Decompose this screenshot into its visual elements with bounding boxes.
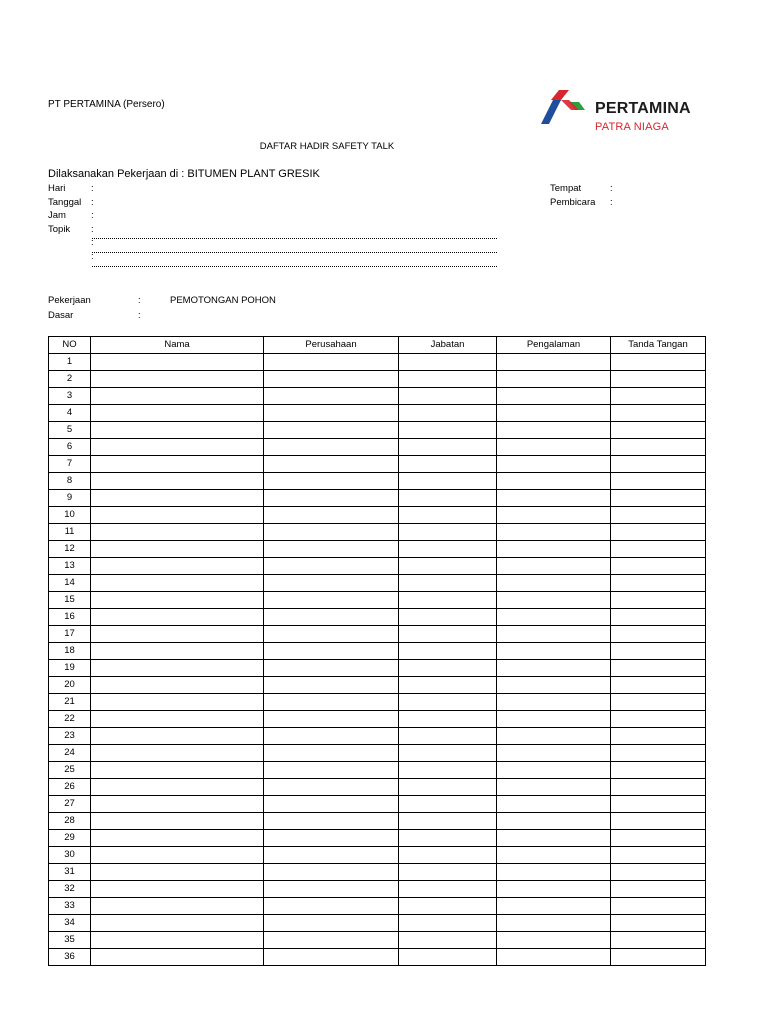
- cell-pengalaman[interactable]: [497, 643, 611, 660]
- colon-tempat: :: [610, 183, 613, 194]
- cell-tanda-tangan[interactable]: [611, 405, 706, 422]
- row-number: 22: [49, 711, 91, 728]
- cell-perusahaan[interactable]: [264, 354, 399, 371]
- cell-pengalaman[interactable]: [497, 677, 611, 694]
- row-number: 3: [49, 388, 91, 405]
- row-number: 19: [49, 660, 91, 677]
- cell-nama[interactable]: [91, 847, 264, 864]
- cell-jabatan[interactable]: [399, 830, 497, 847]
- cell-perusahaan[interactable]: [264, 932, 399, 949]
- row-number: 15: [49, 592, 91, 609]
- cell-jabatan[interactable]: [399, 371, 497, 388]
- cell-perusahaan[interactable]: [264, 371, 399, 388]
- table-row: [49, 541, 706, 558]
- cell-pengalaman[interactable]: [497, 507, 611, 524]
- cell-nama[interactable]: [91, 728, 264, 745]
- row-number: 18: [49, 643, 91, 660]
- cell-jabatan[interactable]: [399, 796, 497, 813]
- label-tanggal: Tanggal: [48, 197, 82, 208]
- cell-jabatan[interactable]: [399, 660, 497, 677]
- cell-nama[interactable]: [91, 881, 264, 898]
- row-number: 5: [49, 422, 91, 439]
- table-row: [49, 507, 706, 524]
- cell-perusahaan[interactable]: [264, 949, 399, 966]
- row-number: 8: [49, 473, 91, 490]
- table-row: [49, 643, 706, 660]
- table-row: [49, 422, 706, 439]
- header-pengalaman: Pengalaman: [497, 337, 611, 354]
- row-number: 28: [49, 813, 91, 830]
- cell-perusahaan[interactable]: [264, 456, 399, 473]
- header-nama: Nama: [91, 337, 264, 354]
- cell-pengalaman[interactable]: [497, 762, 611, 779]
- table-row: [49, 847, 706, 864]
- cell-jabatan[interactable]: [399, 456, 497, 473]
- cell-nama[interactable]: [91, 473, 264, 490]
- topik-line-3[interactable]: [92, 266, 497, 267]
- cell-tanda-tangan[interactable]: [611, 524, 706, 541]
- cell-pengalaman[interactable]: [497, 779, 611, 796]
- cell-pengalaman[interactable]: [497, 592, 611, 609]
- topik-line-2[interactable]: [92, 252, 497, 253]
- cell-perusahaan[interactable]: [264, 813, 399, 830]
- colon-hari: :: [91, 183, 94, 194]
- cell-nama[interactable]: [91, 609, 264, 626]
- cell-tanda-tangan[interactable]: [611, 490, 706, 507]
- cell-pengalaman[interactable]: [497, 405, 611, 422]
- cell-tanda-tangan[interactable]: [611, 864, 706, 881]
- cell-nama[interactable]: [91, 507, 264, 524]
- cell-nama[interactable]: [91, 932, 264, 949]
- table-row: [49, 660, 706, 677]
- cell-perusahaan[interactable]: [264, 677, 399, 694]
- cell-jabatan[interactable]: [399, 490, 497, 507]
- cell-nama[interactable]: [91, 456, 264, 473]
- cell-pengalaman[interactable]: [497, 745, 611, 762]
- cell-tanda-tangan[interactable]: [611, 898, 706, 915]
- cell-tanda-tangan[interactable]: [611, 575, 706, 592]
- colon-pembicara: :: [610, 197, 613, 208]
- cell-pengalaman[interactable]: [497, 609, 611, 626]
- row-number: 32: [49, 881, 91, 898]
- label-dasar: Dasar: [48, 310, 74, 321]
- cell-nama[interactable]: [91, 371, 264, 388]
- cell-nama[interactable]: [91, 796, 264, 813]
- table-row: [49, 779, 706, 796]
- cell-pengalaman[interactable]: [497, 456, 611, 473]
- cell-nama[interactable]: [91, 949, 264, 966]
- table-row: [49, 728, 706, 745]
- table-row: [49, 830, 706, 847]
- cell-tanda-tangan[interactable]: [611, 813, 706, 830]
- cell-perusahaan[interactable]: [264, 779, 399, 796]
- table-row: [49, 898, 706, 915]
- table-row: [49, 456, 706, 473]
- cell-nama[interactable]: [91, 779, 264, 796]
- table-row: [49, 575, 706, 592]
- cell-tanda-tangan[interactable]: [611, 541, 706, 558]
- cell-pengalaman[interactable]: [497, 847, 611, 864]
- table-row: [49, 762, 706, 779]
- cell-jabatan[interactable]: [399, 898, 497, 915]
- cell-nama[interactable]: [91, 354, 264, 371]
- table-row: [49, 745, 706, 762]
- row-number: 34: [49, 915, 91, 932]
- colon-pekerjaan: :: [138, 295, 141, 306]
- colon-tanggal: :: [91, 197, 94, 208]
- cell-perusahaan[interactable]: [264, 762, 399, 779]
- cell-jabatan[interactable]: [399, 915, 497, 932]
- table-row: [49, 881, 706, 898]
- table-row: [49, 371, 706, 388]
- cell-perusahaan[interactable]: [264, 388, 399, 405]
- cell-pengalaman[interactable]: [497, 898, 611, 915]
- cell-tanda-tangan[interactable]: [611, 643, 706, 660]
- row-number: 4: [49, 405, 91, 422]
- cell-pengalaman[interactable]: [497, 371, 611, 388]
- table-row: [49, 813, 706, 830]
- table-row: [49, 354, 706, 371]
- header-jabatan: Jabatan: [399, 337, 497, 354]
- row-number: 6: [49, 439, 91, 456]
- label-pekerjaan: Pekerjaan: [48, 295, 91, 306]
- logo-subtitle: PATRA NIAGA: [595, 121, 669, 133]
- header-no: NO: [49, 337, 91, 354]
- cell-perusahaan[interactable]: [264, 609, 399, 626]
- cell-pengalaman[interactable]: [497, 354, 611, 371]
- cell-tanda-tangan[interactable]: [611, 609, 706, 626]
- cell-pengalaman[interactable]: [497, 388, 611, 405]
- label-hari: Hari: [48, 183, 66, 194]
- cell-perusahaan[interactable]: [264, 796, 399, 813]
- cell-jabatan[interactable]: [399, 388, 497, 405]
- cell-jabatan[interactable]: [399, 609, 497, 626]
- cell-perusahaan[interactable]: [264, 575, 399, 592]
- cell-perusahaan[interactable]: [264, 439, 399, 456]
- row-number: 11: [49, 524, 91, 541]
- cell-perusahaan[interactable]: [264, 864, 399, 881]
- cell-perusahaan[interactable]: [264, 524, 399, 541]
- cell-jabatan[interactable]: [399, 711, 497, 728]
- cell-perusahaan[interactable]: [264, 847, 399, 864]
- cell-perusahaan[interactable]: [264, 660, 399, 677]
- cell-jabatan[interactable]: [399, 422, 497, 439]
- cell-perusahaan[interactable]: [264, 541, 399, 558]
- cell-pengalaman[interactable]: [497, 422, 611, 439]
- row-number: 25: [49, 762, 91, 779]
- cell-perusahaan[interactable]: [264, 711, 399, 728]
- cell-nama[interactable]: [91, 898, 264, 915]
- row-number: 10: [49, 507, 91, 524]
- label-pembicara: Pembicara: [550, 197, 596, 208]
- cell-jabatan[interactable]: [399, 575, 497, 592]
- cell-perusahaan[interactable]: [264, 881, 399, 898]
- cell-tanda-tangan[interactable]: [611, 473, 706, 490]
- cell-perusahaan[interactable]: [264, 507, 399, 524]
- cell-pengalaman[interactable]: [497, 490, 611, 507]
- row-number: 33: [49, 898, 91, 915]
- table-row: [49, 592, 706, 609]
- row-number: 9: [49, 490, 91, 507]
- table-row: [49, 711, 706, 728]
- cell-nama[interactable]: [91, 626, 264, 643]
- cell-nama[interactable]: [91, 405, 264, 422]
- attendance-table: [48, 336, 706, 966]
- pekerjaan-value: PEMOTONGAN POHON: [170, 295, 276, 306]
- cell-tanda-tangan[interactable]: [611, 677, 706, 694]
- cell-tanda-tangan[interactable]: [611, 830, 706, 847]
- cell-pengalaman[interactable]: [497, 830, 611, 847]
- cell-pengalaman[interactable]: [497, 813, 611, 830]
- location-line: Dilaksanakan Pekerjaan di : BITUMEN PLANT GRESIK: [48, 168, 320, 180]
- cell-jabatan[interactable]: [399, 405, 497, 422]
- cell-tanda-tangan[interactable]: [611, 456, 706, 473]
- table-body: [49, 354, 706, 966]
- company-name: PT PERTAMINA (Persero): [48, 99, 165, 110]
- cell-nama[interactable]: [91, 388, 264, 405]
- cell-nama[interactable]: [91, 439, 264, 456]
- cell-nama[interactable]: [91, 830, 264, 847]
- table-row: [49, 694, 706, 711]
- cell-pengalaman[interactable]: [497, 711, 611, 728]
- table-row: [49, 439, 706, 456]
- label-tempat: Tempat: [550, 183, 582, 194]
- cell-tanda-tangan[interactable]: [611, 932, 706, 949]
- cell-perusahaan[interactable]: [264, 626, 399, 643]
- cell-nama[interactable]: [91, 575, 264, 592]
- cell-tanda-tangan[interactable]: [611, 626, 706, 643]
- cell-nama[interactable]: [91, 524, 264, 541]
- cell-nama[interactable]: [91, 677, 264, 694]
- cell-perusahaan[interactable]: [264, 745, 399, 762]
- cell-nama[interactable]: [91, 711, 264, 728]
- cell-perusahaan[interactable]: [264, 405, 399, 422]
- table-row: [49, 558, 706, 575]
- cell-nama[interactable]: [91, 643, 264, 660]
- colon-dasar: :: [138, 310, 141, 321]
- cell-tanda-tangan[interactable]: [611, 354, 706, 371]
- colon-topik: :: [91, 224, 94, 235]
- cell-jabatan[interactable]: [399, 507, 497, 524]
- row-number: 17: [49, 626, 91, 643]
- cell-nama[interactable]: [91, 694, 264, 711]
- cell-nama[interactable]: [91, 660, 264, 677]
- table-row: [49, 626, 706, 643]
- cell-jabatan[interactable]: [399, 694, 497, 711]
- cell-perusahaan[interactable]: [264, 592, 399, 609]
- cell-tanda-tangan[interactable]: [611, 558, 706, 575]
- cell-nama[interactable]: [91, 864, 264, 881]
- cell-tanda-tangan[interactable]: [611, 694, 706, 711]
- cell-jabatan[interactable]: [399, 558, 497, 575]
- cell-perusahaan[interactable]: [264, 728, 399, 745]
- cell-tanda-tangan[interactable]: [611, 779, 706, 796]
- row-number: 31: [49, 864, 91, 881]
- cell-tanda-tangan[interactable]: [611, 507, 706, 524]
- cell-jabatan[interactable]: [399, 592, 497, 609]
- table-row: [49, 932, 706, 949]
- cell-pengalaman[interactable]: [497, 473, 611, 490]
- cell-jabatan[interactable]: [399, 354, 497, 371]
- cell-nama[interactable]: [91, 762, 264, 779]
- cell-perusahaan[interactable]: [264, 643, 399, 660]
- row-number: 23: [49, 728, 91, 745]
- cell-jabatan[interactable]: [399, 643, 497, 660]
- cell-tanda-tangan[interactable]: [611, 847, 706, 864]
- cell-jabatan[interactable]: [399, 779, 497, 796]
- table-row: [49, 405, 706, 422]
- cell-jabatan[interactable]: [399, 813, 497, 830]
- label-jam: Jam: [48, 210, 66, 221]
- cell-nama[interactable]: [91, 745, 264, 762]
- row-number: 13: [49, 558, 91, 575]
- cell-tanda-tangan[interactable]: [611, 949, 706, 966]
- cell-tanda-tangan[interactable]: [611, 881, 706, 898]
- table-row: [49, 864, 706, 881]
- colon-jam: :: [91, 210, 94, 221]
- cell-perusahaan[interactable]: [264, 694, 399, 711]
- cell-perusahaan[interactable]: [264, 490, 399, 507]
- row-number: 24: [49, 745, 91, 762]
- cell-nama[interactable]: [91, 490, 264, 507]
- cell-tanda-tangan[interactable]: [611, 660, 706, 677]
- cell-perusahaan[interactable]: [264, 830, 399, 847]
- table-row: [49, 949, 706, 966]
- colon-topik-3: :: [91, 251, 94, 262]
- cell-pengalaman[interactable]: [497, 660, 611, 677]
- cell-jabatan[interactable]: [399, 524, 497, 541]
- cell-jabatan[interactable]: [399, 745, 497, 762]
- cell-perusahaan[interactable]: [264, 422, 399, 439]
- cell-tanda-tangan[interactable]: [611, 439, 706, 456]
- cell-pengalaman[interactable]: [497, 728, 611, 745]
- cell-pengalaman[interactable]: [497, 864, 611, 881]
- cell-pengalaman[interactable]: [497, 932, 611, 949]
- cell-tanda-tangan[interactable]: [611, 728, 706, 745]
- table-row: [49, 524, 706, 541]
- cell-tanda-tangan[interactable]: [611, 762, 706, 779]
- cell-nama[interactable]: [91, 915, 264, 932]
- cell-perusahaan[interactable]: [264, 915, 399, 932]
- table-row: [49, 473, 706, 490]
- row-number: 20: [49, 677, 91, 694]
- cell-pengalaman[interactable]: [497, 694, 611, 711]
- cell-jabatan[interactable]: [399, 762, 497, 779]
- cell-tanda-tangan[interactable]: [611, 711, 706, 728]
- row-number: 35: [49, 932, 91, 949]
- colon-topik-2: :: [91, 237, 94, 248]
- table-row: [49, 677, 706, 694]
- row-number: 2: [49, 371, 91, 388]
- cell-jabatan[interactable]: [399, 626, 497, 643]
- cell-pengalaman[interactable]: [497, 915, 611, 932]
- cell-tanda-tangan[interactable]: [611, 422, 706, 439]
- table-row: [49, 915, 706, 932]
- cell-pengalaman[interactable]: [497, 575, 611, 592]
- label-topik: Topik: [48, 224, 71, 235]
- cell-pengalaman[interactable]: [497, 524, 611, 541]
- cell-tanda-tangan[interactable]: [611, 592, 706, 609]
- cell-pengalaman[interactable]: [497, 626, 611, 643]
- cell-pengalaman[interactable]: [497, 949, 611, 966]
- cell-nama[interactable]: [91, 422, 264, 439]
- cell-pengalaman[interactable]: [497, 881, 611, 898]
- cell-tanda-tangan[interactable]: [611, 915, 706, 932]
- row-number: 14: [49, 575, 91, 592]
- cell-tanda-tangan[interactable]: [611, 371, 706, 388]
- row-number: 30: [49, 847, 91, 864]
- cell-perusahaan[interactable]: [264, 898, 399, 915]
- row-number: 29: [49, 830, 91, 847]
- table-header-row: [49, 337, 706, 354]
- cell-tanda-tangan[interactable]: [611, 388, 706, 405]
- cell-tanda-tangan[interactable]: [611, 745, 706, 762]
- cell-jabatan[interactable]: [399, 728, 497, 745]
- table-row: [49, 796, 706, 813]
- cell-nama[interactable]: [91, 558, 264, 575]
- row-number: 7: [49, 456, 91, 473]
- cell-jabatan[interactable]: [399, 439, 497, 456]
- table-row: [49, 490, 706, 507]
- cell-nama[interactable]: [91, 813, 264, 830]
- table-row: [49, 609, 706, 626]
- header-perusahaan: Perusahaan: [264, 337, 399, 354]
- row-number: 21: [49, 694, 91, 711]
- header-tanda-tangan: Tanda Tangan: [611, 337, 706, 354]
- cell-jabatan[interactable]: [399, 864, 497, 881]
- cell-pengalaman[interactable]: [497, 796, 611, 813]
- cell-perusahaan[interactable]: [264, 473, 399, 490]
- cell-nama[interactable]: [91, 592, 264, 609]
- row-number: 26: [49, 779, 91, 796]
- cell-tanda-tangan[interactable]: [611, 796, 706, 813]
- cell-jabatan[interactable]: [399, 677, 497, 694]
- cell-jabatan[interactable]: [399, 932, 497, 949]
- table-row: [49, 388, 706, 405]
- logo-wordmark: PERTAMINA: [595, 100, 691, 117]
- row-number: 1: [49, 354, 91, 371]
- row-number: 27: [49, 796, 91, 813]
- cell-pengalaman[interactable]: [497, 558, 611, 575]
- cell-jabatan[interactable]: [399, 949, 497, 966]
- cell-nama[interactable]: [91, 541, 264, 558]
- cell-jabatan[interactable]: [399, 881, 497, 898]
- cell-jabatan[interactable]: [399, 473, 497, 490]
- row-number: 16: [49, 609, 91, 626]
- topik-line-1[interactable]: [92, 238, 497, 239]
- document-title: DAFTAR HADIR SAFETY TALK: [259, 141, 395, 152]
- cell-perusahaan[interactable]: [264, 558, 399, 575]
- row-number: 36: [49, 949, 91, 966]
- row-number: 12: [49, 541, 91, 558]
- cell-jabatan[interactable]: [399, 541, 497, 558]
- cell-pengalaman[interactable]: [497, 541, 611, 558]
- cell-pengalaman[interactable]: [497, 439, 611, 456]
- cell-jabatan[interactable]: [399, 847, 497, 864]
